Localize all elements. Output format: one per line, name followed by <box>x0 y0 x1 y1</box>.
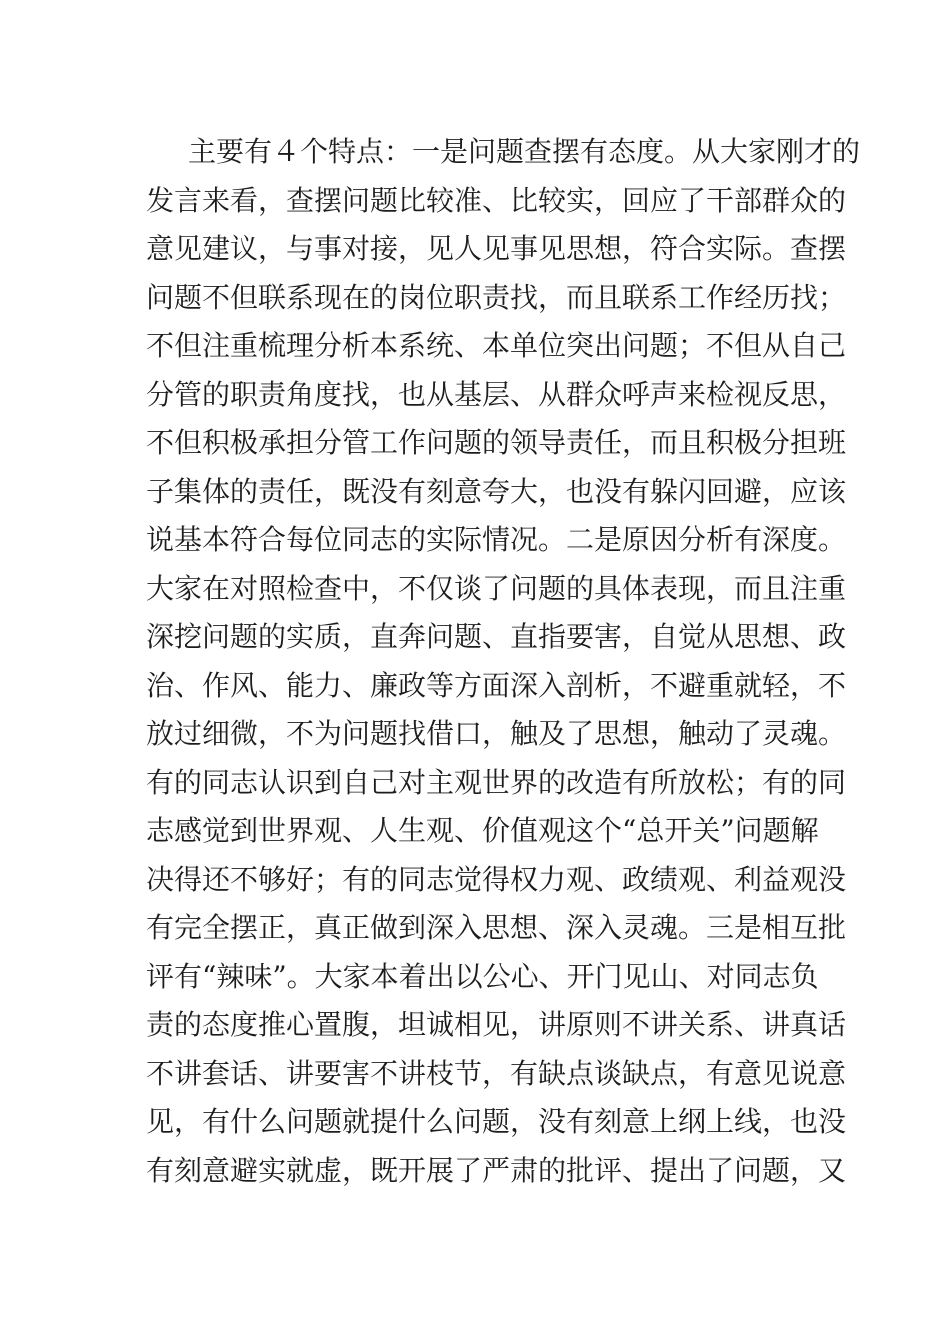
paragraph-line: 治、作风、能力、廉政等方面深入剖析，不避重就轻，不 <box>146 668 847 702</box>
paragraph-line: 主要有４个特点：一是问题查摆有态度。从大家刚才的 <box>188 135 861 168</box>
paragraph-line: 不但积极承担分管工作问题的领导责任，而且积极分担班 <box>146 426 847 459</box>
paragraph-line: 说基本符合每位同志的实际情况。二是原因分析有深度。 <box>146 523 847 556</box>
paragraph-line: 问题不但联系现在的岗位职责找，而且联系工作经历找； <box>146 280 847 314</box>
paragraph-line: 有刻意避实就虚，既开展了严肃的批评、提出了问题，又 <box>146 1153 847 1187</box>
paragraph-line: 不讲套话、讲要害不讲枝节，有缺点谈缺点，有意见说意 <box>146 1056 847 1090</box>
paragraph-line: 意见建议，与事对接，见人见事见思想，符合实际。查摆 <box>146 232 847 265</box>
paragraph-line: 深挖问题的实质，直奔问题、直指要害，自觉从思想、政 <box>146 620 847 653</box>
body-paragraph <box>146 128 861 1195</box>
paragraph-line: 有的同志认识到自己对主观世界的改造有所放松；有的同 <box>146 765 847 799</box>
paragraph-line: 决得还不够好；有的同志觉得权力观、政绩观、利益观没 <box>146 862 847 896</box>
paragraph-line: 见，有什么问题就提什么问题，没有刻意上纲上线，也没 <box>146 1105 847 1138</box>
paragraph-line: 分管的职责角度找，也从基层、从群众呼声来检视反思， <box>146 377 847 411</box>
paragraph-line: 放过细微，不为问题找借口，触及了思想，触动了灵魂。 <box>146 717 847 750</box>
paragraph-line: 评有“辣味”。大家本着出以公心、开门见山、对同志负 <box>146 959 819 993</box>
paragraph-line: 大家在对照检查中，不仅谈了问题的具体表现，而且注重 <box>146 571 847 605</box>
paragraph-line: 责的态度推心置腹，坦诚相见，讲原则不讲关系、讲真话 <box>146 1008 847 1041</box>
paragraph-line: 志感觉到世界观、人生观、价值观这个“总开关”问题解 <box>146 814 819 847</box>
paragraph-line: 不但注重梳理分析本系统、本单位突出问题；不但从自己 <box>146 329 847 362</box>
paragraph-line: 有完全摆正，真正做到深入思想、深入灵魂。三是相互批 <box>146 911 847 944</box>
paragraph-line: 子集体的责任，既没有刻意夸大，也没有躲闪回避，应该 <box>146 474 847 508</box>
paragraph-line: 发言来看，查摆问题比较准、比较实，回应了干部群众的 <box>146 183 847 217</box>
